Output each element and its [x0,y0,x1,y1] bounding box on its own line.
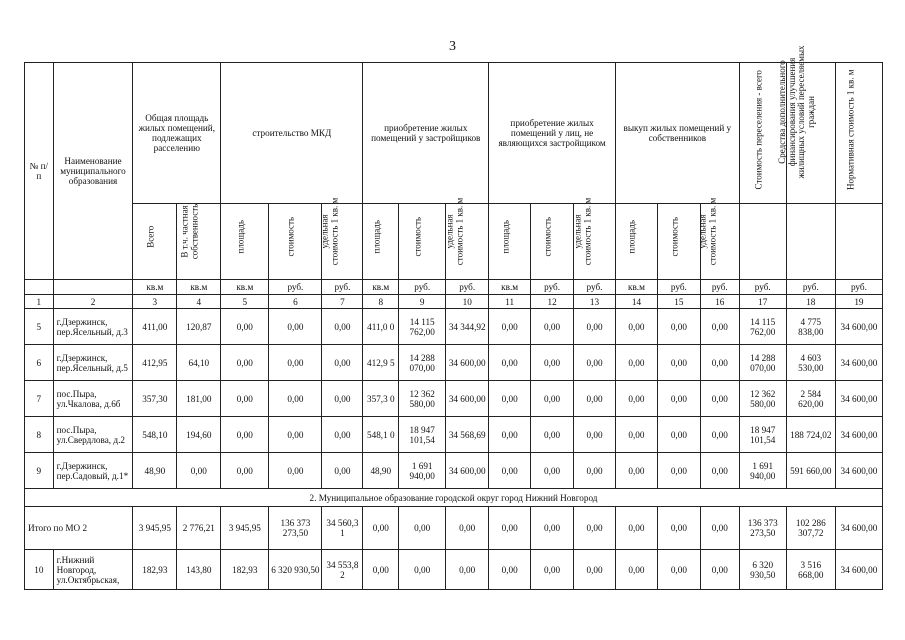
subheader-cost: стоимость [531,204,574,280]
col-number: 4 [177,295,221,309]
col-number: 1 [25,295,54,309]
header-buyout: выкуп жилых помещений у собственников [615,63,739,204]
unit-cell: кв.м [133,280,177,295]
resettlement-table [24,45,883,590]
unit-cell: руб. [835,280,882,295]
table-row: 5 г.Дзержинск, пер.Ясельный, д.3 411,00 120,87 0,00 0,00 0,00 411,0 0 14 115 762,00 34 344,92 0,00 0,00 0,00 0,00 0,00 0,00 14 115 762,00 4 775 838,00 34 600,00 [25,309,883,345]
page-number: 3 [449,39,456,54]
header-total-area: Общая площадь жилых помещений, подлежащих расселению [133,63,221,204]
header-extra-funds: Средства дополнительного финансирования улучшения жилищных условий переселяемых граждан [786,63,835,204]
subheader-unit-cost: удельная стоимость 1 кв. м [700,204,739,280]
unit-cell: руб. [399,280,446,295]
header-acq-non-developers: приобретение жилых помещений у лиц, не являющихся застройщиком [489,63,616,204]
unit-cell: руб. [531,280,574,295]
col-number: 6 [269,295,322,309]
table-row: 7 пос.Пыра, ул.Чкалова, д.6б 357,30 181,00 0,00 0,00 0,00 357,3 0 12 362 580,00 34 600,00 0,00 0,00 0,00 0,00 0,00 0,00 12 362 580,00 2 584 620,00 34 600,00 [25,381,883,417]
col-number: 13 [574,295,616,309]
col-number: 11 [489,295,531,309]
subheader-cost: стоимость [269,204,322,280]
col-number: 5 [221,295,269,309]
unit-cell: руб. [739,280,786,295]
subheader-area: площадь [363,204,399,280]
col-number: 12 [531,295,574,309]
subheader-area: площадь [221,204,269,280]
col-number: 17 [739,295,786,309]
unit-cell: руб. [700,280,739,295]
total-label: Итого по МО 2 [25,507,133,550]
subheader-cost: стоимость [657,204,700,280]
col-number: 8 [363,295,399,309]
unit-cell: руб. [574,280,616,295]
table-row: 9 г.Дзержинск, пер.Садовый, д.1* 48,90 0,00 0,00 0,00 0,00 48,90 1 691 940,00 34 600,00 0,00 0,00 0,00 0,00 0,00 0,00 1 691 940,00 591 660,00 34 600,00 [25,453,883,489]
unit-cell: кв.м [363,280,399,295]
unit-cell: руб. [786,280,835,295]
table-row: 10 г.Нижний Новгород, ул.Октябрьская, 182,93 143,80 182,93 6 320 930,50 34 553,8 2 0,00 0,00 0,00 0,00 0,00 0,00 0,00 0,00 0,00 6 320 930,50 3 516 668,00 34 600,00 [25,550,883,590]
header-name: Наименование муниципального образования [53,63,133,280]
col-number: 2 [53,295,133,309]
column-numbers-row [25,295,883,309]
unit-cell: руб. [322,280,363,295]
col-number: 10 [446,295,489,309]
section-title: 2. Муниципальное образование городской округ город Нижний Новгород [25,489,883,507]
col-number: 18 [786,295,835,309]
subheader-unit-cost: удельная стоимость 1 кв. м [446,204,489,280]
unit-cell: руб. [657,280,700,295]
col-number: 19 [835,295,882,309]
unit-cell: руб. [446,280,489,295]
table-row: 8 пос.Пыра, ул.Свердлова, д.2 548,10 194,60 0,00 0,00 0,00 548,1 0 18 947 101,54 34 568,69 0,00 0,00 0,00 0,00 0,00 0,00 18 947 101,54 188 724,02 34 600,00 [25,417,883,453]
table-row: 6 г.Дзержинск, пер.Ясельный, д.5 412,95 64,10 0,00 0,00 0,00 412,9 5 14 288 070,00 34 600,00 0,00 0,00 0,00 0,00 0,00 0,00 14 288 070,00 4 603 530,00 34 600,00 [25,345,883,381]
header-construction: строительство МКД [221,63,363,204]
col-number: 15 [657,295,700,309]
unit-cell: кв.м [615,280,657,295]
col-number: 14 [615,295,657,309]
unit-cell: кв.м [489,280,531,295]
unit-cell: кв.м [177,280,221,295]
subheader-area: площадь [489,204,531,280]
header-acq-developers: приобретение жилых помещений у застройщиков [363,63,489,204]
subheader-unit-cost: удельная стоимость 1 кв. м [322,204,363,280]
subheader-area: площадь [615,204,657,280]
unit-cell: руб. [269,280,322,295]
units-row [25,280,883,295]
col-number: 3 [133,295,177,309]
subheader-private: В т.ч. частная собственность [177,204,221,280]
subheader-cost: стоимость [399,204,446,280]
col-number: 9 [399,295,446,309]
unit-cell: кв.м [221,280,269,295]
subheader-all: Всего [133,204,177,280]
col-number: 7 [322,295,363,309]
header-num: № п/ п [25,63,54,280]
col-number: 16 [700,295,739,309]
subheader-unit-cost: удельная стоимость 1 кв. м [574,204,616,280]
header-cost-total: Стоимость переселения - всего [739,63,786,204]
total-row: Итого по МО 2 3 945,95 2 776,21 3 945,95 136 373 273,50 34 560,3 1 0,00 0,00 0,00 0,00 0,00 0,00 0,00 0,00 0,00 136 373 273,50 102 286 307,72 34 600,00 [25,507,883,550]
header-norm-cost: Нормативная стоимость 1 кв. м [835,63,882,204]
